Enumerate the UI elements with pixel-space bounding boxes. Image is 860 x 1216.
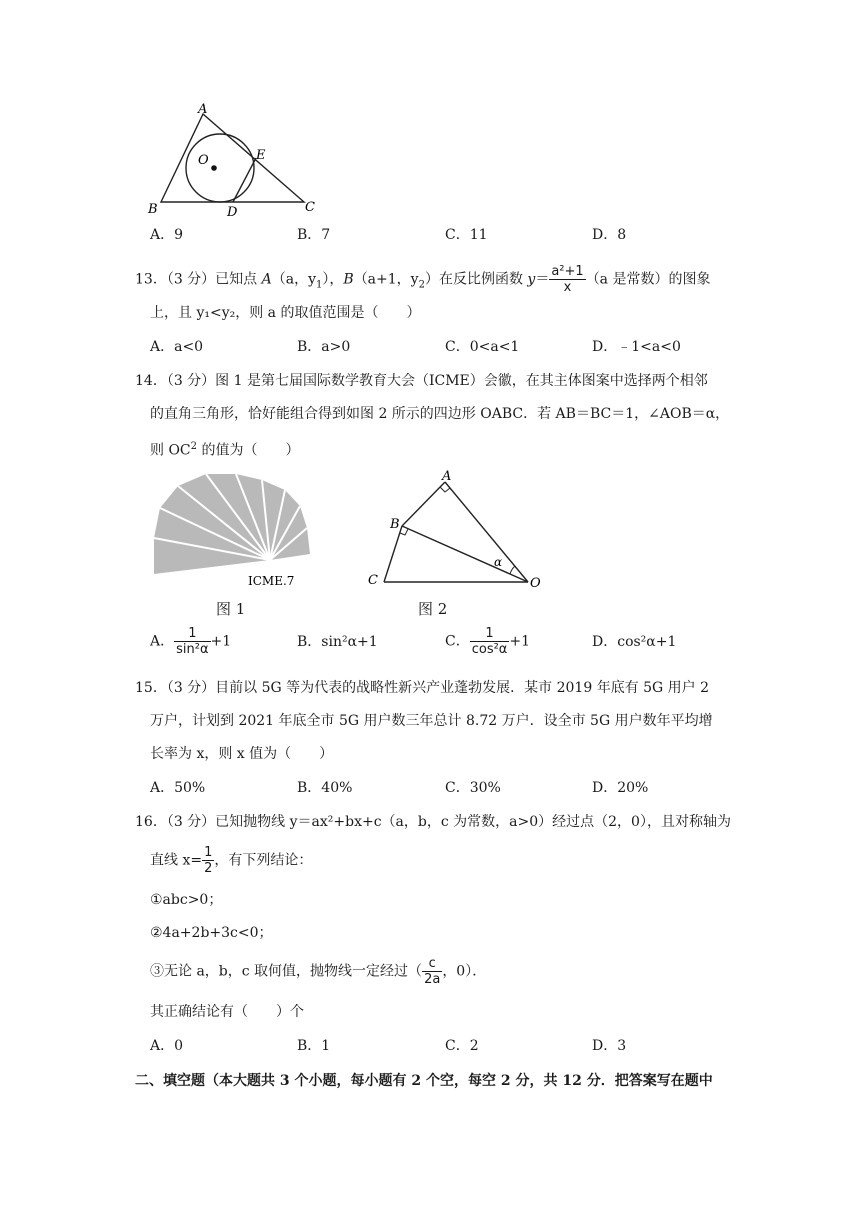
- fig2-label-O: O: [530, 576, 541, 591]
- q15-line2: 万户，计划到 2021 年底全市 5G 用户数三年总计 8.72 万户．设全市 5G 用户数年平均增: [150, 713, 713, 729]
- q15-line1: 15．（3 分）目前以 5G 等为代表的战略性新兴产业蓬勃发展．某市 2019 年底有 5G 用户 2: [135, 680, 710, 696]
- q12-label-C: C: [305, 200, 315, 215]
- q12-label-O: O: [198, 153, 209, 168]
- q14-line3: 则 $OC^2$ 的值为（ ）: [150, 441, 300, 459]
- q12-option-c: C．11: [445, 227, 488, 243]
- q14-option-a: A． $\frac{1}{\text{sin²α}}$ +1: [150, 626, 232, 657]
- q16-conclusion-3: ③无论 a，b，c 取何值，抛物线一定经过（ $\frac{c}{2a}$ ，0）．: [150, 956, 487, 987]
- q15-option-a: A．50%: [150, 780, 206, 796]
- q12-label-B: B: [148, 202, 158, 217]
- q13-option-b: B．a>0: [297, 339, 351, 355]
- q12-option-b: B．7: [297, 227, 331, 243]
- figure-1-caption: 图 1: [216, 600, 246, 618]
- q16-line2: 直线 x= $\frac{1}{2}$ ，有下列结论：: [150, 845, 313, 876]
- q12-label-A: A: [198, 102, 208, 117]
- q14-line1: 14．（3 分）图 1 是第七届国际数学教育大会（ICME）会徽，在其主体图案中选择两个相邻: [135, 373, 708, 389]
- q14-option-d: D．cos²α+1: [592, 634, 677, 650]
- q16-option-b: B．1: [297, 1038, 331, 1054]
- q12-option-d: D．8: [592, 227, 627, 243]
- icme-logo-figure: [150, 470, 315, 595]
- q15-line3: 长率为 x，则 x 值为（ ）: [150, 746, 334, 762]
- q12-option-a: A．9: [150, 227, 184, 243]
- q12-figure: [140, 100, 330, 220]
- q12-label-E: E: [256, 148, 266, 163]
- q14-option-b: B．sin²α+1: [297, 634, 378, 650]
- q16-conclusion-2: ②4a+2b+3c<0；: [150, 925, 273, 941]
- quadrilateral-figure: [360, 470, 560, 595]
- q14-line2: 的直角三角形，恰好能组合得到如图 2 所示的四边形 OABC．若 AB＝BC＝1，∠AOB＝α，: [150, 406, 730, 422]
- q16-option-d: D．3: [592, 1038, 627, 1054]
- q13-line1: 13．（3 分）已知点 A（a，$y_1$），B（a+1，$y_2$）在反比例函数 y＝ $\frac{\text{a²+1}}{x}$ （a 是常数）的图象: [135, 264, 711, 295]
- icme-logo-text: ICME.7: [248, 574, 295, 588]
- fig2-label-A: A: [442, 470, 452, 484]
- q16-line1: 16．（3 分）已知抛物线 y＝ax²+bx+c（a，b，c 为常数，a>0）经过点（2，0），且对称轴为: [135, 814, 731, 830]
- q13-option-c: C．0<a<1: [445, 339, 520, 355]
- section-2-heading: 二、填空题（本大题共 3 个小题，每小题有 2 个空，每空 2 分，共 12 分．把答案写在题中: [135, 1073, 713, 1089]
- fig2-label-alpha: α: [494, 555, 503, 569]
- q15-option-b: B．40%: [297, 780, 353, 796]
- q13-line2: 上，且 y₁<y₂，则 a 的取值范围是（ ）: [150, 305, 421, 321]
- q14-option-c: C． $\frac{1}{\text{cos²α}}$ +1: [445, 626, 531, 657]
- fig2-label-B: B: [390, 517, 400, 532]
- q13-option-d: D．﹣1<a<0: [592, 339, 681, 355]
- q13-fraction: $\frac{\text{a²+1}}{x}$: [551, 264, 584, 295]
- q15-option-d: D．20%: [592, 780, 649, 796]
- q16-conclusion-1: ①abc>0；: [150, 892, 223, 908]
- q16-option-a: A．0: [150, 1038, 184, 1054]
- q16-ask: 其正确结论有（ ）个: [150, 1004, 304, 1020]
- q15-option-c: C．30%: [445, 780, 501, 796]
- q13-option-a: A．a<0: [150, 339, 204, 355]
- q12-label-D: D: [227, 205, 238, 220]
- figure-2-caption: 图 2: [418, 600, 448, 618]
- fig2-label-C: C: [368, 573, 378, 588]
- q16-option-c: C．2: [445, 1038, 479, 1054]
